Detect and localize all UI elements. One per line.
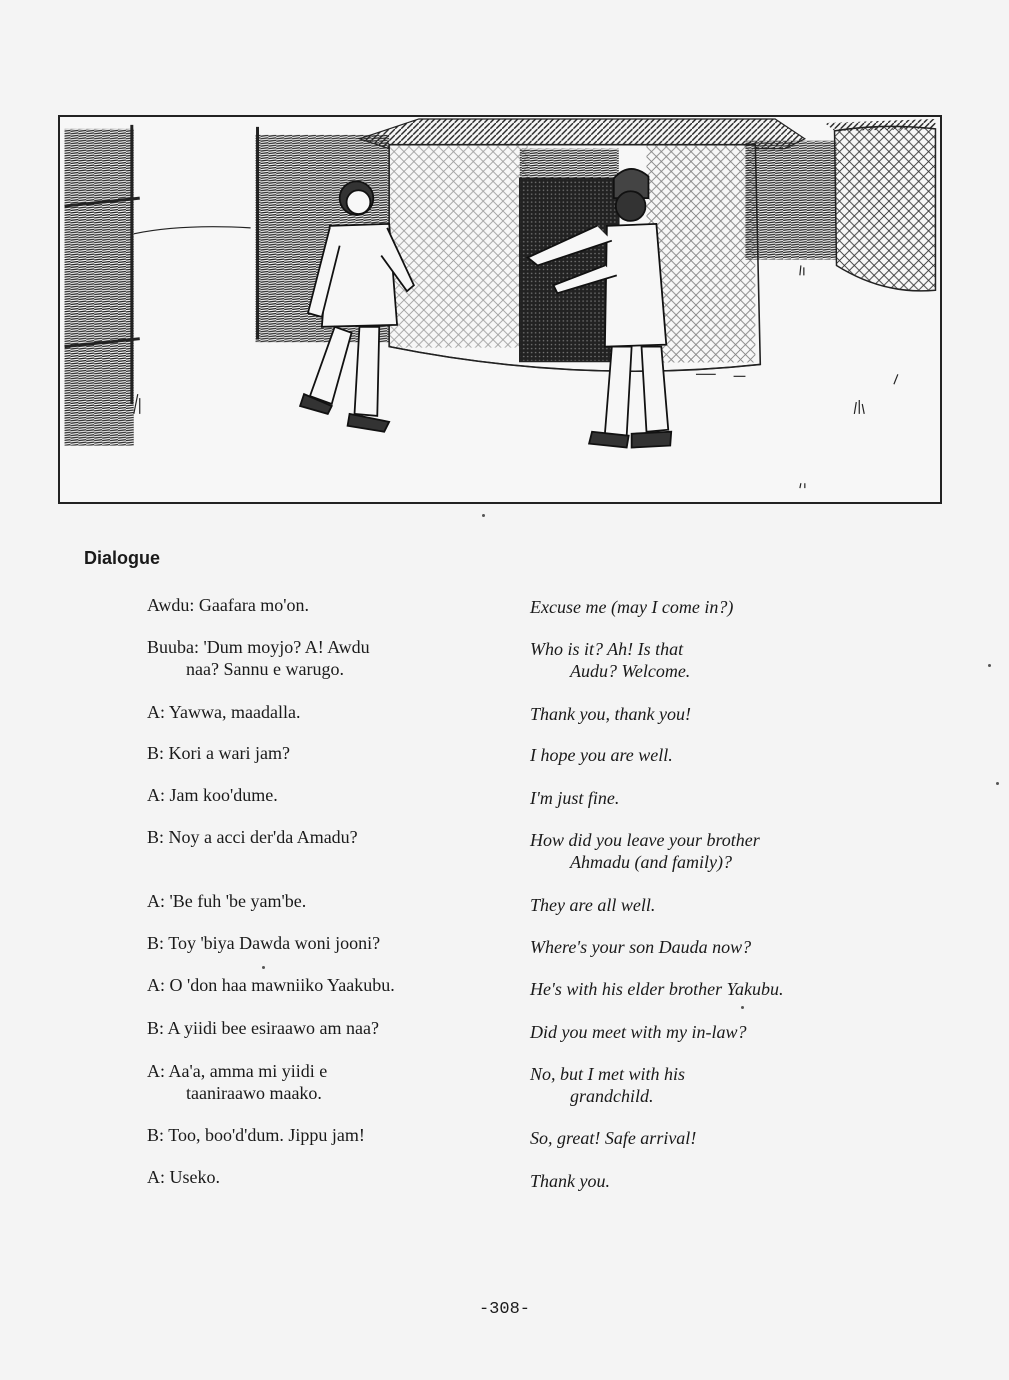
speaker: Awdu: xyxy=(147,595,195,615)
dialogue-heading: Dialogue xyxy=(84,548,161,568)
dialogue-english-line: No, but I met with his grandchild. xyxy=(530,1064,686,1106)
dialogue-fulfulde-line: A: O 'don haa mawniiko Yaakubu. xyxy=(147,975,395,995)
dialogue-fulfulde-line: A: 'Be fuh 'be yam'be. xyxy=(147,891,307,911)
dialogue-english-line: Thank you, thank you! xyxy=(530,704,691,724)
dialogue-english-line: Excuse me (may I come in?) xyxy=(530,597,734,617)
speaker: A: xyxy=(147,891,165,911)
dialogue-english-line: So, great! Safe arrival! xyxy=(530,1128,697,1148)
dialogue-english-line: I hope you are well. xyxy=(530,745,673,765)
dialogue-english-line: Thank you. xyxy=(530,1171,610,1191)
speaker: B: xyxy=(147,827,165,847)
dialogue-english-line: How did you leave your brother Ahmadu (and family)? xyxy=(530,830,760,872)
speaker: Buuba: xyxy=(147,637,199,657)
dialogue-fulfulde-line: B: Kori a wari jam? xyxy=(147,743,290,763)
page-number: -308- xyxy=(478,1300,530,1319)
dialogue-english-line: Did you meet with my in-law? xyxy=(530,1022,747,1042)
dialogue-fulfulde-line: B: Noy a acci der'da Amadu? xyxy=(147,827,358,847)
dialogue-fulfulde-line: Buuba: 'Dum moyjo? A! Awdu naa? Sannu e warugo. xyxy=(147,637,370,679)
illustration-compound-greeting xyxy=(58,115,942,504)
speaker: B: xyxy=(147,1125,165,1145)
dialogue-english-line: They are all well. xyxy=(530,895,656,915)
speaker: A: xyxy=(147,702,165,722)
dialogue-english-line: Where's your son Dauda now? xyxy=(530,937,752,957)
dialogue-fulfulde-line: Awdu: Gaafara mo'on. xyxy=(147,595,310,615)
dialogue-english-line: I'm just fine. xyxy=(530,788,620,808)
dialogue-fulfulde-line: A: Yawwa, maadalla. xyxy=(147,702,301,722)
dialogue-english-line: He's with his elder brother Yakubu. xyxy=(530,979,784,999)
speaker: A: xyxy=(147,975,165,995)
speaker: A: xyxy=(147,1167,165,1187)
dialogue-fulfulde-line: A: Useko. xyxy=(147,1167,220,1187)
dialogue-fulfulde-line: A: Aa'a, amma mi yiidi e taaniraawo maako. xyxy=(147,1061,328,1103)
dialogue-english-line: Who is it? Ah! Is that Audu? Welcome. xyxy=(530,639,691,681)
speaker: B: xyxy=(147,1018,165,1038)
speaker: B: xyxy=(147,933,165,953)
dialogue-fulfulde-line: A: Jam koo'dume. xyxy=(147,785,278,805)
dialogue-fulfulde-line: B: Toy 'biya Dawda woni jooni? xyxy=(147,933,381,953)
dialogue-fulfulde-line: B: Too, boo'd'dum. Jippu jam! xyxy=(147,1125,365,1145)
speaker: A: xyxy=(147,785,165,805)
dialogue-fulfulde-line: B: A yiidi bee esiraawo am naa? xyxy=(147,1018,379,1038)
speaker: B: xyxy=(147,743,165,763)
speaker: A: xyxy=(147,1061,165,1081)
